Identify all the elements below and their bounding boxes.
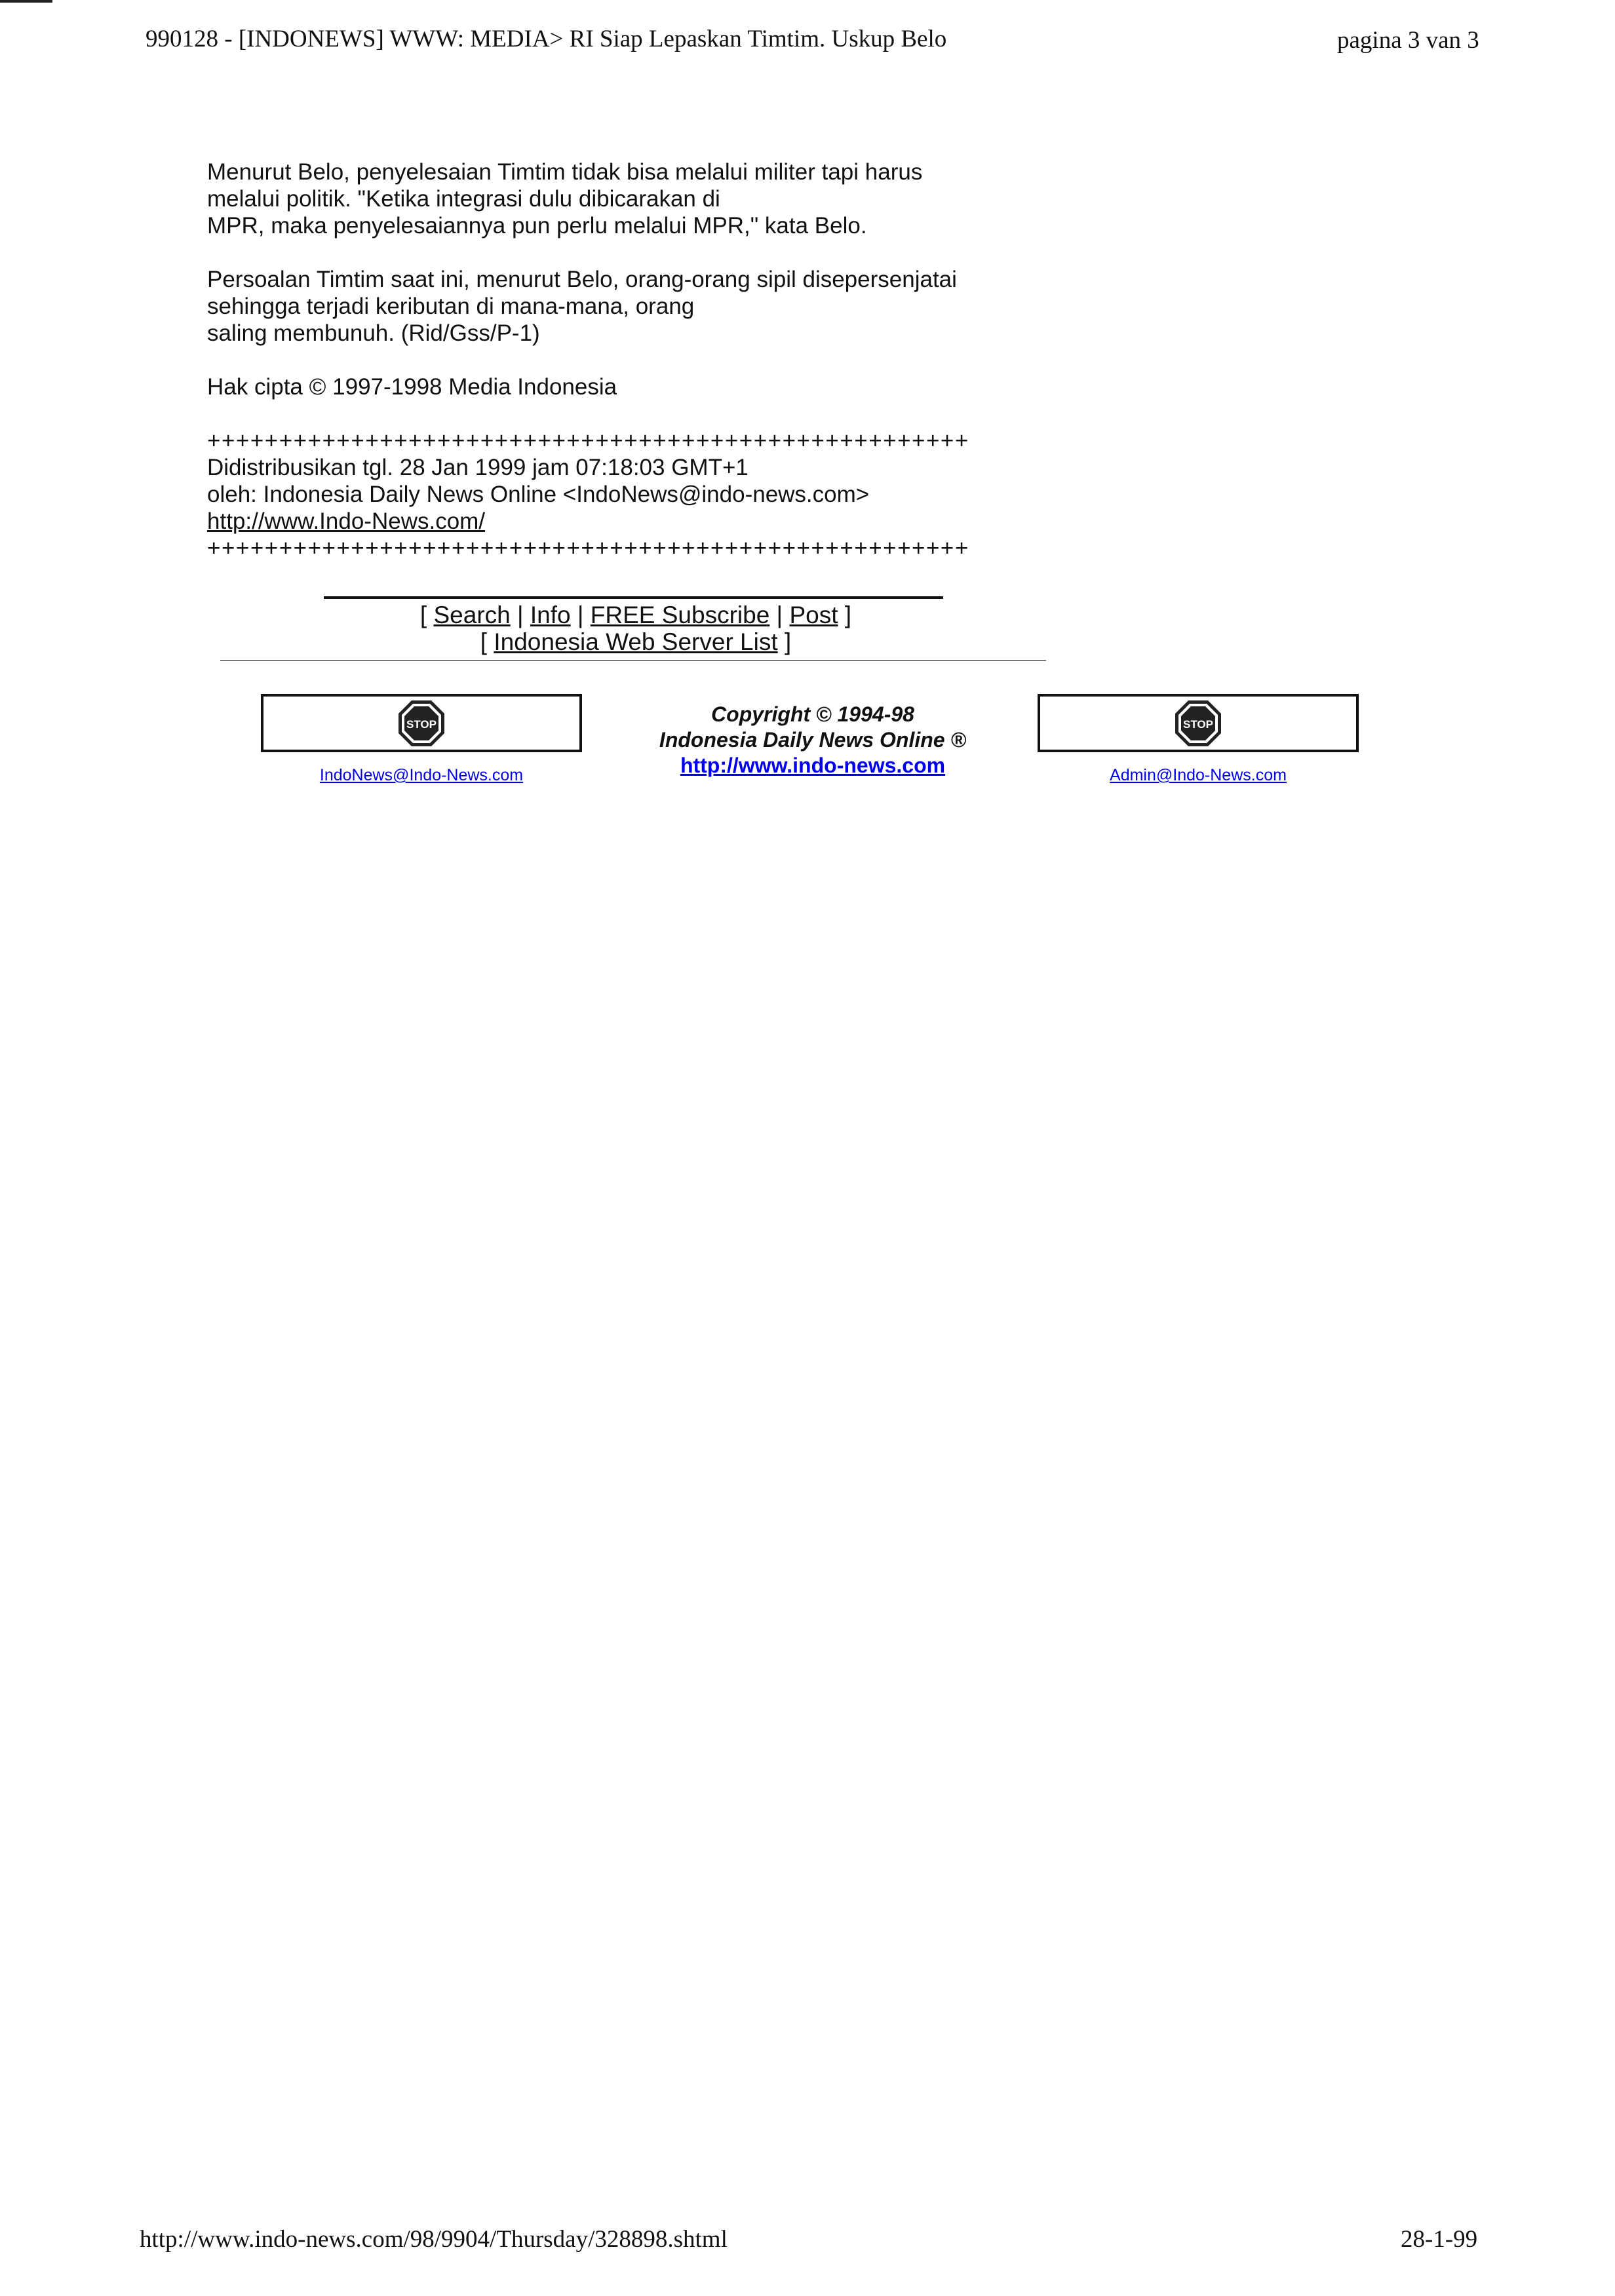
nav-row-1 bbox=[216, 602, 1055, 628]
print-header-page-number: pagina 3 van 3 bbox=[1337, 27, 1479, 54]
stop-sign-label: STOP bbox=[406, 718, 437, 731]
mail-indonews-button[interactable] bbox=[261, 694, 582, 752]
text-line: MPR, maka penyelesaiannya pun perlu melalui MPR," kata Belo. bbox=[207, 213, 867, 239]
indo-news-home-link[interactable]: http://www.Indo-News.com/ bbox=[207, 508, 486, 534]
stop-sign-icon bbox=[1174, 699, 1222, 748]
nav-separator: | bbox=[570, 602, 591, 628]
text-line: sehingga terjadi keributan di mana-mana, orang bbox=[207, 294, 695, 319]
copyright-years: Copyright © 1994-98 bbox=[711, 702, 914, 726]
stop-sign-icon bbox=[397, 699, 446, 748]
text-line: Menurut Belo, penyelesaian Timtim tidak bisa melalui militer tapi harus bbox=[207, 159, 923, 185]
distribution-block bbox=[207, 427, 1125, 562]
article-paragraph-2 bbox=[207, 266, 1125, 347]
nav-separator: | bbox=[510, 602, 530, 628]
indonews-email-link[interactable]: IndoNews@Indo-News.com bbox=[319, 766, 524, 784]
media-copyright-text: Hak cipta © 1997-1998 Media Indonesia bbox=[207, 374, 617, 400]
nav-web-server-list-link[interactable]: Indonesia Web Server List bbox=[494, 628, 778, 655]
stop-sign-label: STOP bbox=[1183, 718, 1213, 731]
article-body bbox=[207, 159, 1125, 562]
admin-email-link[interactable]: Admin@Indo-News.com bbox=[1110, 766, 1287, 784]
nav-post-link[interactable]: Post bbox=[789, 602, 838, 628]
bracket-open: [ bbox=[480, 628, 494, 655]
distribution-date: Didistribusikan tgl. 28 Jan 1999 jam 07:18:03 GMT+1 bbox=[207, 455, 749, 480]
nav-bottom-rule bbox=[220, 660, 1046, 661]
nav-info-link[interactable]: Info bbox=[530, 602, 571, 628]
print-header-title: 990128 - [INDONEWS] WWW: MEDIA> RI Siap Lepaskan Timtim. Uskup Belo bbox=[146, 26, 947, 52]
bracket-close: ] bbox=[777, 628, 792, 655]
site-copyright bbox=[616, 702, 1009, 778]
nav-top-rule bbox=[324, 596, 943, 599]
text-line: melalui politik. "Ketika integrasi dulu dibicarakan di bbox=[207, 186, 720, 212]
distribution-sender: oleh: Indonesia Daily News Online <IndoNews@indo-news.com> bbox=[207, 482, 870, 507]
nav-search-link[interactable]: Search bbox=[433, 602, 511, 628]
copyright-site-link[interactable]: http://www.indo-news.com bbox=[680, 754, 946, 777]
article-paragraph-1 bbox=[207, 159, 1125, 239]
scan-corner-mark bbox=[0, 0, 52, 3]
footer-navigation bbox=[216, 602, 1055, 655]
print-footer-date: 28-1-99 bbox=[1401, 2226, 1478, 2253]
nav-separator: | bbox=[769, 602, 790, 628]
copyright-owner: Indonesia Daily News Online ® bbox=[659, 728, 967, 752]
nav-free-subscribe-link[interactable]: FREE Subscribe bbox=[590, 602, 770, 628]
media-copyright bbox=[207, 373, 1125, 400]
nav-row-2 bbox=[216, 628, 1055, 655]
text-line: Persoalan Timtim saat ini, menurut Belo, orang-orang sipil disepersenjatai bbox=[207, 267, 957, 292]
text-line: saling membunuh. (Rid/Gss/P-1) bbox=[207, 320, 540, 346]
mail-admin-button[interactable] bbox=[1038, 694, 1359, 752]
plus-separator-bottom: +++++++++++++++++++++++++++++++++++++++++++++++++++++ bbox=[207, 535, 969, 561]
bracket-close: ] bbox=[838, 602, 852, 628]
bracket-open: [ bbox=[419, 602, 434, 628]
print-footer-url: http://www.indo-news.com/98/9904/Thursday/328898.shtml bbox=[140, 2226, 728, 2253]
plus-separator-top: +++++++++++++++++++++++++++++++++++++++++++++++++++++ bbox=[207, 428, 969, 453]
